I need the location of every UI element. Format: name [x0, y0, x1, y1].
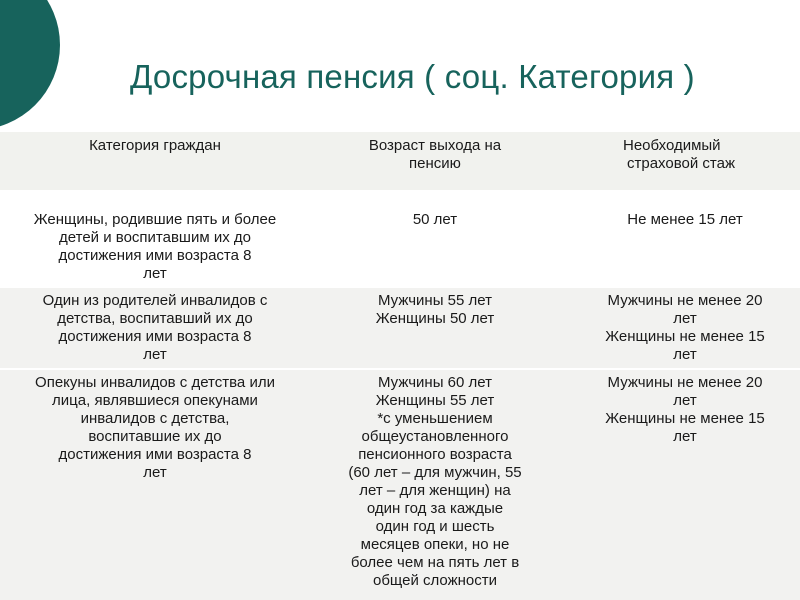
row3-age-line: один год за каждые — [366, 500, 504, 517]
row3-age-line: пенсионного возраста — [358, 446, 512, 463]
row2-age — [330, 292, 540, 328]
row3-experience-line: лет — [673, 392, 697, 409]
row2-experience-line: Мужчины не менее 20 — [607, 292, 763, 309]
header-age-line: Возраст выхода на — [368, 137, 502, 154]
row3-category-line: инвалидов с детства, — [80, 410, 230, 427]
row2-category-line: достижения ими возраста 8 — [58, 328, 252, 345]
corner-circle-shape — [0, 0, 60, 130]
row3-category-line: лет — [143, 464, 167, 481]
row3-age-line: *с уменьшением — [377, 410, 493, 427]
row1-category-line: детей и воспитавшим их до — [59, 229, 251, 246]
slide-title: Досрочная пенсия ( соц. Категория ) — [130, 58, 695, 95]
corner-decoration — [0, 0, 60, 132]
row3-age-line: Мужчины 60 лет — [378, 374, 492, 391]
row3-category-line: воспитавшие их до — [88, 428, 222, 445]
row3-age-line: (60 лет – для мужчин, 55 — [348, 464, 522, 481]
header-category — [6, 137, 304, 155]
row3-age-line: общеустановленного — [361, 428, 509, 445]
row1-age-line: 50 лет — [412, 211, 458, 228]
row3-experience-line: Женщины не менее 15 — [605, 410, 765, 427]
row2-experience-line: Женщины не менее 15 — [605, 328, 765, 345]
row3-age — [330, 374, 540, 590]
header-age — [330, 137, 540, 173]
row2-category — [6, 292, 304, 364]
row1-category-line: лет — [143, 265, 167, 282]
row3-category — [6, 374, 304, 482]
header-experience-line: страховой стаж — [627, 155, 735, 172]
row2-category-line: Один из родителей инвалидов с — [42, 292, 268, 309]
row2-category-line: лет — [143, 346, 167, 363]
row1-category-line: Женщины, родившие пять и более — [33, 211, 277, 228]
row3-experience-line: Мужчины не менее 20 — [607, 374, 763, 391]
row2-age-line: Мужчины 55 лет — [378, 292, 492, 309]
row3-age-line: лет – для женщин) на — [359, 482, 511, 499]
row2-experience — [575, 292, 795, 364]
row3-experience — [575, 374, 795, 446]
row1-experience-line: Не менее 15 лет — [627, 211, 743, 228]
header-category-line: Категория граждан — [89, 137, 221, 154]
row3-age-line: более чем на пять лет в — [350, 554, 520, 571]
row3-experience-line: лет — [673, 428, 697, 445]
row3-category-line: лица, являвшиеся опекунами — [52, 392, 258, 409]
row3-age-line: Женщины 55 лет — [375, 392, 495, 409]
header-experience-line: Необходимый — [623, 137, 721, 154]
row2-experience-line: лет — [673, 310, 697, 327]
row2-experience-line: лет — [673, 346, 697, 363]
row3-category-line: достижения ими возраста 8 — [58, 446, 252, 463]
row3-category-line: Опекуны инвалидов с детства или — [35, 374, 275, 391]
row1-category — [6, 211, 304, 283]
row2-age-line: Женщины 50 лет — [375, 310, 495, 327]
row1-category-line: достижения ими возраста 8 — [58, 247, 252, 264]
row1-age — [330, 211, 540, 229]
row1-experience — [575, 211, 795, 229]
header-age-line: пенсию — [409, 155, 461, 172]
row2-category-line: детства, воспитавший их до — [57, 310, 253, 327]
row3-age-line: общей сложности — [373, 572, 497, 589]
row3-age-line: один год и шесть — [375, 518, 495, 535]
row3-age-line: месяцев опеки, но не — [360, 536, 510, 553]
header-experience — [585, 137, 800, 173]
